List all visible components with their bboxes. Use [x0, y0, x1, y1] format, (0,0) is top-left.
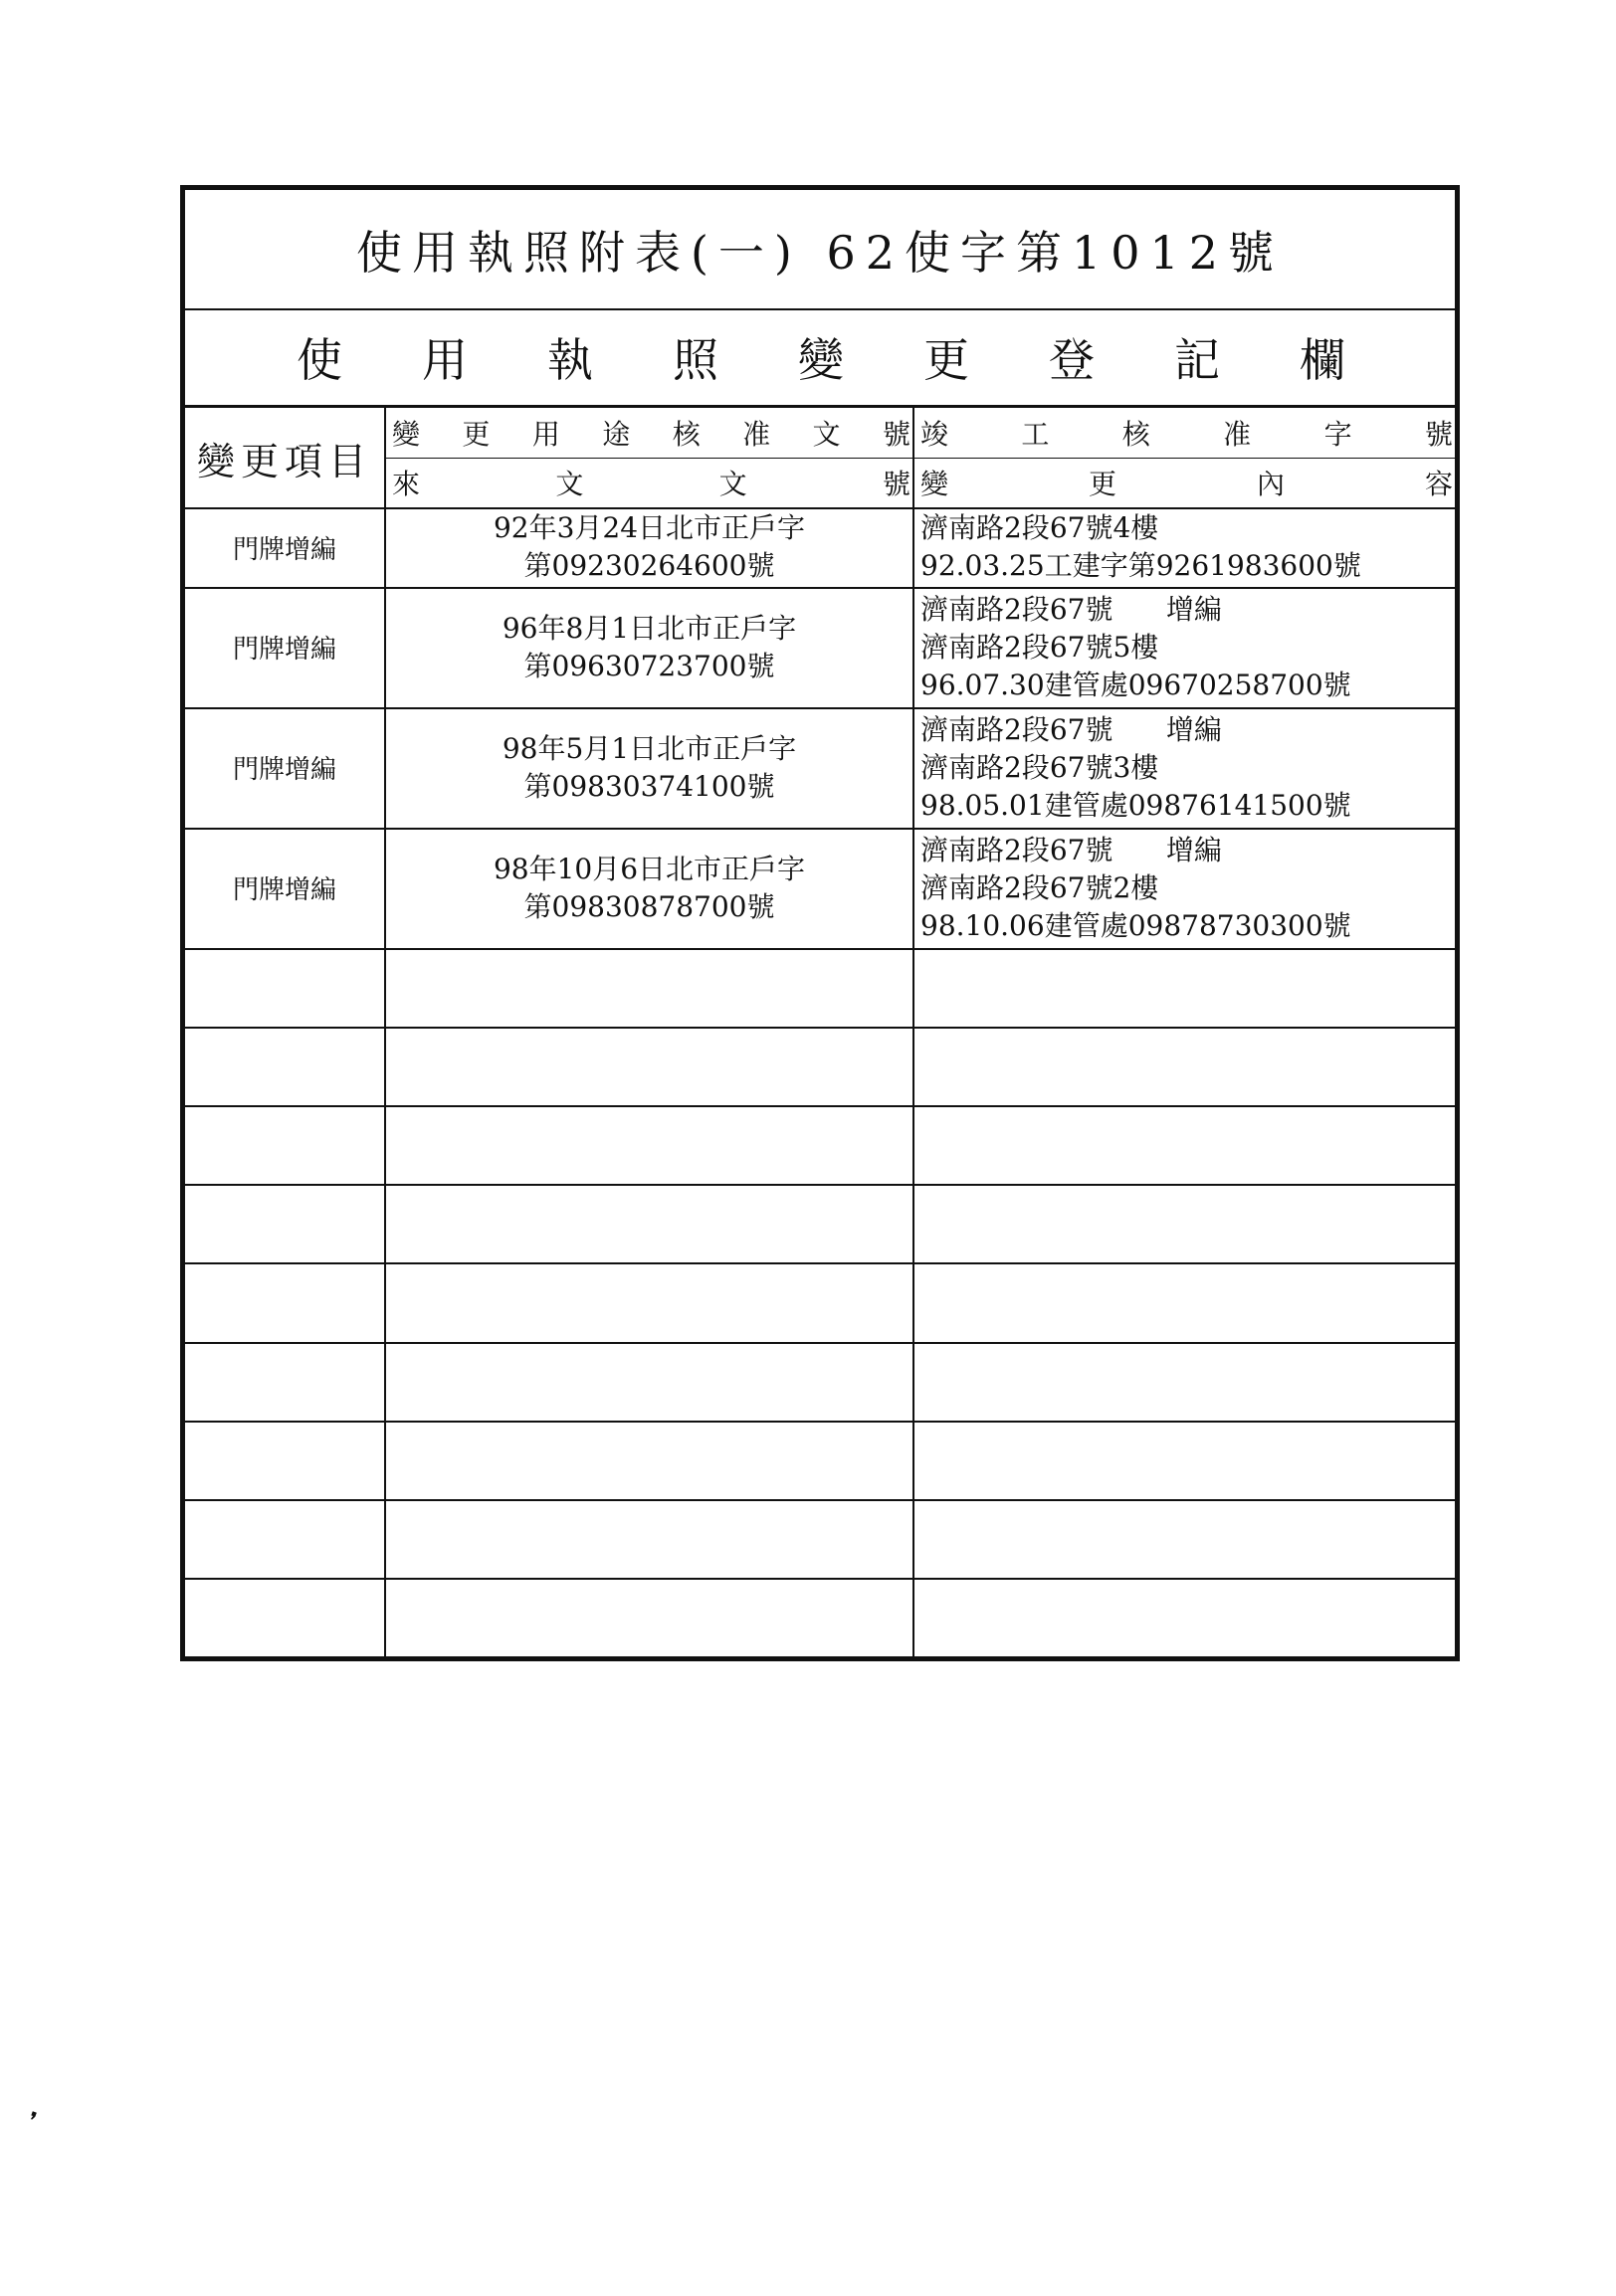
scan-speck: ❜ [23, 2106, 41, 2136]
row-doc-number [386, 707, 912, 828]
header-char: 途 [602, 418, 631, 451]
doc-line: 第09830374100號 [523, 769, 775, 803]
form-subtitle [185, 308, 1455, 408]
header-char: 工 [1021, 418, 1050, 451]
content-line: 92.03.25工建字第9261983600號 [920, 549, 1361, 582]
header-char: 用 [422, 332, 468, 387]
header-char: 欄 [1300, 332, 1345, 387]
header-char: 號 [882, 418, 910, 451]
header-char: 文 [718, 468, 747, 500]
header-sub-divider [384, 458, 1455, 459]
empty-table-row [185, 1578, 1455, 1656]
header-char: 字 [1323, 418, 1352, 451]
empty-table-row [185, 1342, 1455, 1421]
doc-line: 98年10月6日北市正戶字 [493, 852, 806, 885]
content-line: 濟南路2段67號5樓 [920, 630, 1159, 664]
doc-line: 第09630723700號 [523, 649, 775, 682]
header-char: 文 [555, 468, 584, 500]
row-change-item: 門牌增編 [232, 534, 336, 565]
header-char: 登 [1049, 332, 1095, 387]
header-char: 變 [798, 332, 844, 387]
row-change-item: 門牌增編 [232, 635, 336, 665]
header-char: 使 [297, 332, 342, 387]
empty-table-row [185, 1499, 1455, 1578]
row-doc-number [386, 587, 912, 707]
content-line: 濟南路2段67號 增編 [920, 592, 1222, 626]
header-char: 文 [812, 418, 841, 451]
content-line: 濟南路2段67號3樓 [920, 750, 1159, 784]
row-change-content [914, 707, 1455, 828]
row-change-content [914, 828, 1455, 948]
header-change-item: 變更項目 [196, 439, 372, 483]
empty-table-row [185, 1421, 1455, 1499]
content-line: 濟南路2段67號 增編 [920, 712, 1222, 746]
content-line: 濟南路2段67號4樓 [920, 511, 1159, 544]
form-title: 使用執照附表(一) 62使字第1012號 [185, 190, 1455, 310]
header-char: 容 [1424, 468, 1453, 500]
row-change-content [914, 507, 1455, 587]
empty-table-row [185, 948, 1455, 1027]
header-completion-approval-number [914, 408, 1455, 458]
empty-table-row [185, 1105, 1455, 1184]
doc-line: 92年3月24日北市正戶字 [493, 511, 806, 544]
row-doc-number [386, 507, 912, 587]
header-char: 更 [923, 332, 969, 387]
empty-table-row [185, 1262, 1455, 1341]
content-line: 98.05.01建管處09876141500號 [920, 788, 1351, 822]
header-char: 照 [673, 332, 718, 387]
header-char: 准 [1223, 418, 1252, 451]
row-change-item: 門牌增編 [232, 875, 336, 905]
empty-table-row [185, 1027, 1455, 1105]
header-char: 用 [531, 418, 560, 451]
license-annex-form [180, 185, 1460, 1661]
doc-line: 第09830878700號 [523, 889, 775, 923]
header-char: 准 [742, 418, 771, 451]
header-char: 竣 [920, 418, 949, 451]
doc-line: 96年8月1日北市正戶字 [502, 611, 797, 645]
content-line: 96.07.30建管處09670258700號 [920, 668, 1351, 701]
header-char: 記 [1174, 332, 1220, 387]
content-line: 濟南路2段67號 增編 [920, 833, 1222, 866]
header-char: 號 [882, 468, 910, 500]
empty-table-row [185, 1184, 1455, 1262]
header-char: 更 [1088, 468, 1116, 500]
row-doc-number [386, 828, 912, 948]
header-char: 核 [672, 418, 701, 451]
header-change-content [914, 458, 1455, 507]
change-registration-table [185, 408, 1455, 1656]
header-char: 核 [1121, 418, 1150, 451]
doc-line: 第09230264600號 [523, 549, 775, 582]
header-incoming-doc-number [386, 458, 912, 507]
content-line: 濟南路2段67號2樓 [920, 870, 1159, 904]
header-char: 執 [547, 332, 593, 387]
header-char: 變 [920, 468, 949, 500]
header-char: 來 [392, 468, 421, 500]
header-char: 更 [462, 418, 491, 451]
doc-line: 98年5月1日北市正戶字 [502, 731, 797, 765]
header-char: 內 [1256, 468, 1285, 500]
row-change-item: 門牌增編 [232, 755, 336, 785]
content-line: 98.10.06建管處09878730300號 [920, 908, 1351, 942]
header-char: 號 [1424, 418, 1453, 451]
header-approval-doc-number [386, 408, 912, 458]
row-change-content [914, 587, 1455, 707]
header-char: 變 [392, 418, 421, 451]
